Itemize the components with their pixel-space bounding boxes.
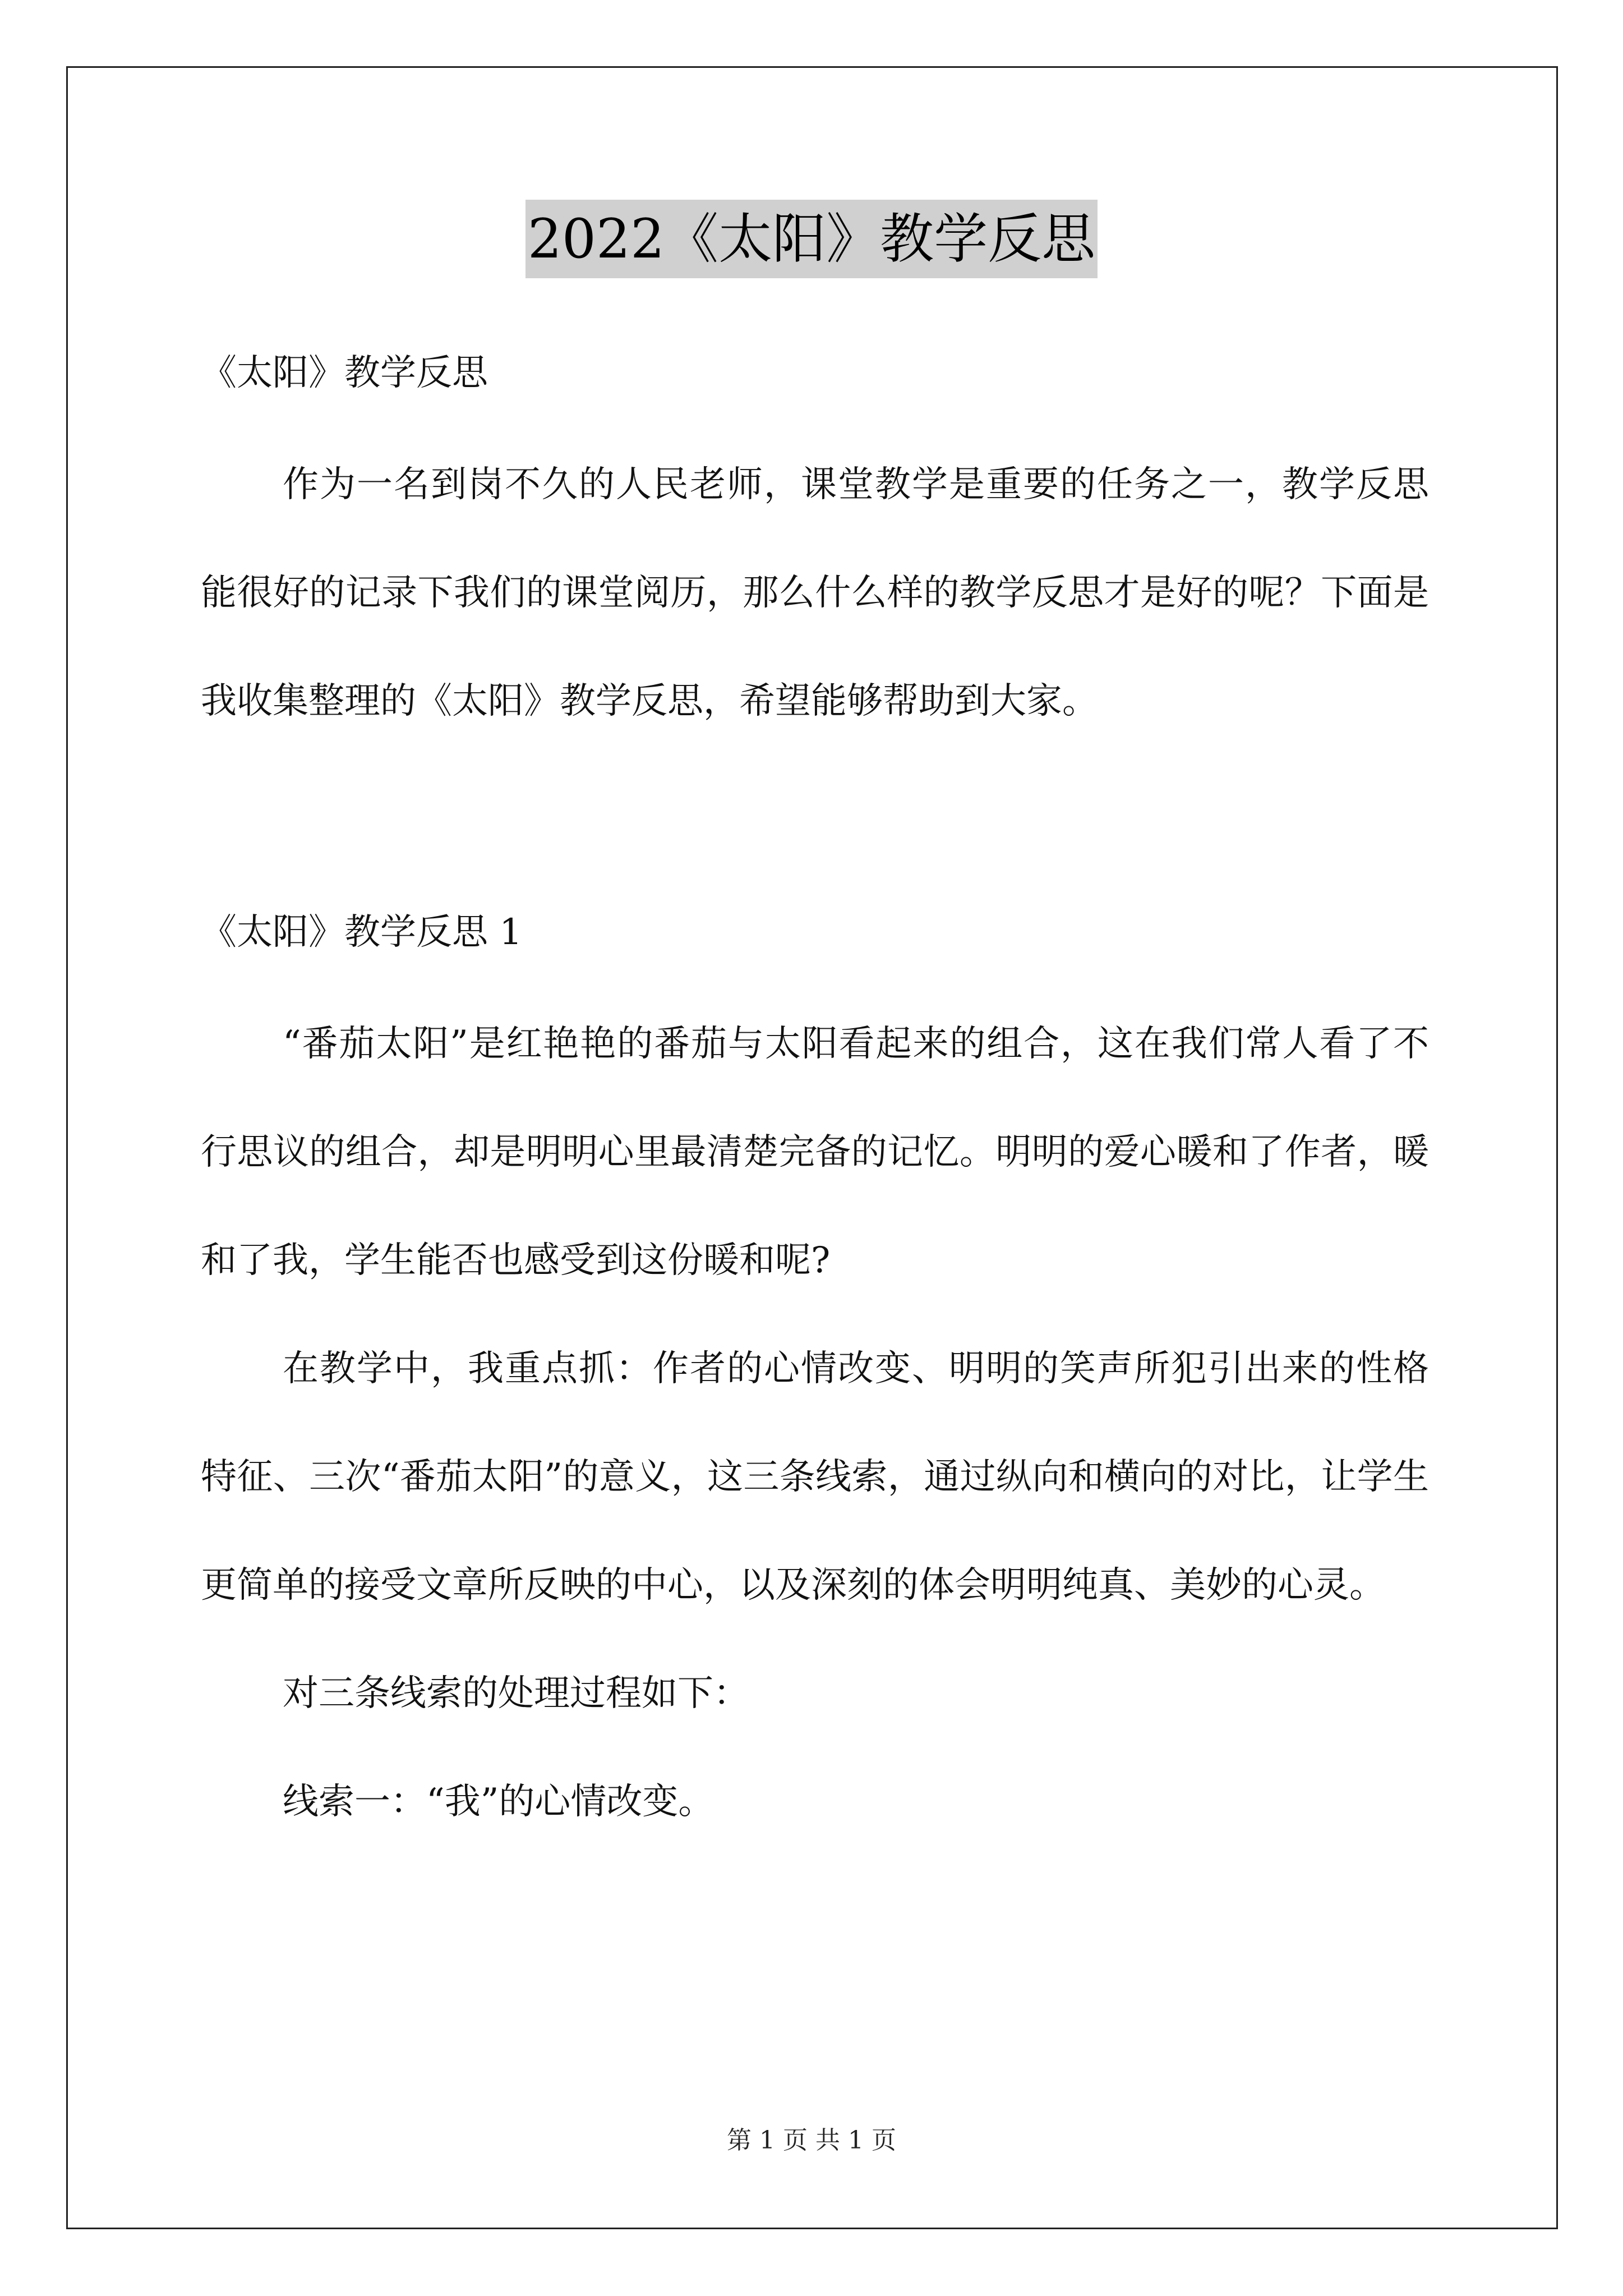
title-container	[0, 200, 1623, 278]
section1-heading: 《太阳》教学反思 1	[201, 912, 523, 953]
document-body	[201, 337, 1429, 1856]
section1-paragraph-1: “番茄太阳”是红艳艳的番茄与太阳看起来的组合，这在我们常人看了不行思议的组合，却是明明心里最清楚完备的记忆。明明的爱心暖和了作者，暖和了我，学生能否也感受到这份暖和呢?	[201, 1023, 1429, 1281]
spacer	[201, 756, 1429, 896]
section1-paragraph-2: 在教学中，我重点抓：作者的心情改变、明明的笑声所犯引出来的性格特征、三次“番茄太阳”的意义，这三条线索，通过纵向和横向的对比，让学生更简单的接受文章所反映的中心，以及深刻的体会明明纯真、美妙的心灵。	[201, 1348, 1429, 1606]
document-title: 2022《太阳》教学反思	[525, 200, 1098, 278]
section1-paragraph-4: 线索一：“我”的心情改变。	[283, 1781, 714, 1823]
page-footer: 第 1 页 共 1 页	[727, 2126, 896, 2155]
spacer	[201, 409, 1429, 431]
spacer	[201, 969, 1429, 990]
section1-paragraph-3: 对三条线索的处理过程如下：	[283, 1673, 749, 1714]
intro-heading: 《太阳》教学反思	[201, 352, 488, 394]
intro-paragraph: 作为一名到岗不久的人民老师，课堂教学是重要的任务之一，教学反思能很好的记录下我们的课堂阅历，那么什么样的教学反思才是好的呢？下面是我收集整理的《太阳》教学反思，希望能够帮助到大家。	[201, 464, 1429, 722]
